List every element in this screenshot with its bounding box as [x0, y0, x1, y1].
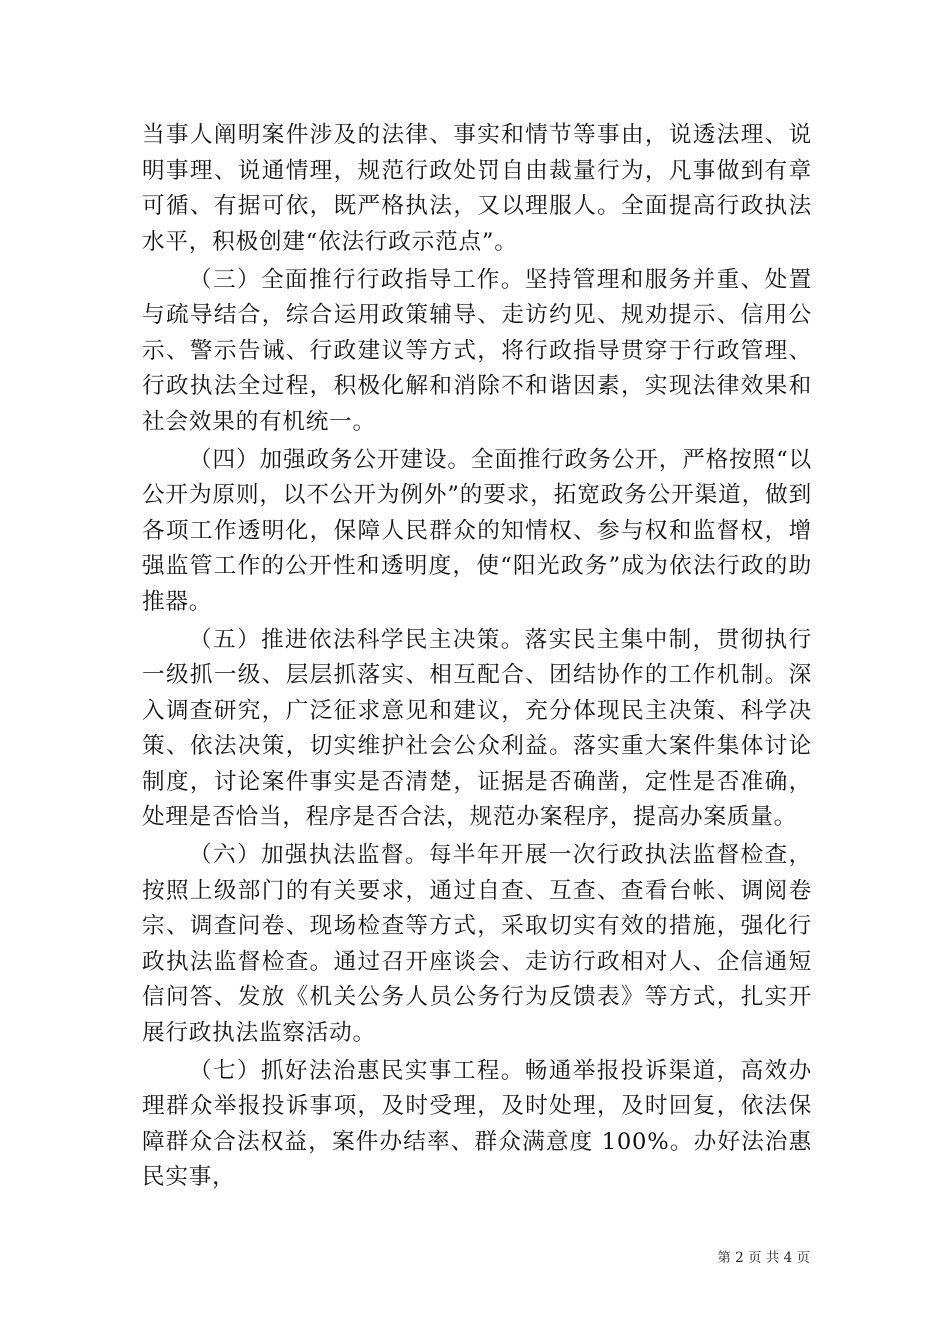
paragraph-section-6: （六）加强执法监督。每半年开展一次行政执法监督检查，按照上级部门的有关要求，通过自查、互查、查看台帐、调阅卷宗、调查问卷、现场检查等方式，采取切实有效的措施，强化行政执法监督检查。通过召开座谈会、走访行政相对人、企信通短信问答、发放《机关公务人员公务行为反馈表》等方式，扎实开展行政执法监察活动。: [142, 842, 812, 1046]
paragraph-section-4: （四）加强政务公开建设。全面推行政务公开，严格按照“以公开为原则，以不公开为例外”的要求，拓宽政务公开渠道，做到各项工作透明化，保障人民群众的知情权、参与权和监督权，增强监管工作的公开性和透明度，使“阳光政务”成为依法行政的助推器。: [142, 446, 812, 615]
paragraph-section-5: （五）推进依法科学民主决策。落实民主集中制，贯彻执行一级抓一级、层层抓落实、相互配合、团结协作的工作机制。深入调查研究，广泛征求意见和建议，充分体现民主决策、科学决策、依法决策，切实维护社会公众利益。落实重大案件集体讨论制度，讨论案件事实是否清楚，证据是否确凿，定性是否准确，处理是否恰当，程序是否合法，规范办案程序，提高办案质量。: [142, 626, 812, 830]
paragraph-section-3: （三）全面推行行政指导工作。坚持管理和服务并重、处置与疏导结合，综合运用政策辅导、走访约见、规劝提示、信用公示、警示告诫、行政建议等方式，将行政指导贯穿于行政管理、行政执法全过程，积极化解和消除不和谐因素，实现法律效果和社会效果的有机统一。: [142, 266, 812, 435]
page-number-footer: 第 2 页 共 4 页: [717, 1250, 810, 1266]
paragraph-section-7: （七）抓好法治惠民实事工程。畅通举报投诉渠道，高效办理群众举报投诉事项，及时受理，及时处理，及时回复，依法保障群众合法权益，案件办结率、群众满意度 100%。办好法治惠民实事，: [142, 1057, 812, 1190]
document-body: [142, 118, 812, 1196]
paragraph-continuation: 当事人阐明案件涉及的法律、事实和情节等事由，说透法理、说明事理、说通情理，规范行政处罚自由裁量行为，凡事做到有章可循、有据可依，既严格执法，又以理服人。全面提高行政执法水平，积极创建“依法行政示范点”。: [142, 122, 812, 255]
